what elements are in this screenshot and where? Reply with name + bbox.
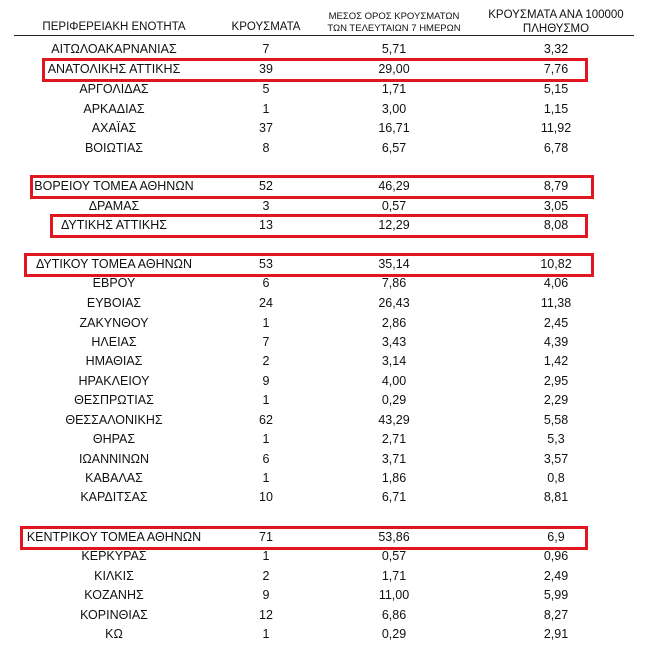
per-100k-cell: 5,99: [543, 588, 569, 602]
cases-cell: 2: [262, 354, 270, 368]
cases-cell: 39: [259, 62, 273, 76]
header-per-100k-line-2: ΠΛΗΘΥΣΜΟ: [522, 23, 590, 35]
region-cell: ΖΑΚΥΝΘΟΥ: [79, 316, 149, 330]
region-cell: ΚΑΒΑΛΑΣ: [85, 471, 143, 485]
per-100k-cell: 1,15: [543, 102, 569, 116]
per-100k-cell: 3,57: [543, 452, 569, 466]
avg-7-days-cell: 35,14: [378, 257, 410, 271]
avg-7-days-cell: 26,43: [378, 296, 410, 310]
region-cell: ΚΟΡΙΝΘΙΑΣ: [80, 608, 148, 622]
header-per-100k-line-1: ΚΡΟΥΣΜΑΤΑ ΑΝΑ 100000: [488, 9, 624, 21]
cases-cell: 1: [262, 102, 270, 116]
region-cell: ΗΜΑΘΙΑΣ: [85, 354, 143, 368]
cases-cell: 9: [262, 374, 270, 388]
avg-7-days-cell: 6,86: [381, 608, 407, 622]
table-row: [0, 333, 650, 352]
table-row: [0, 100, 650, 119]
avg-7-days-cell: 3,00: [381, 102, 407, 116]
table-row: [0, 255, 650, 274]
table-row: [0, 469, 650, 488]
avg-7-days-cell: 0,29: [381, 393, 407, 407]
avg-7-days-cell: 2,71: [381, 432, 407, 446]
region-cell: ΕΒΡΟΥ: [92, 276, 136, 290]
region-cell: ΑΡΚΑΔΙΑΣ: [83, 102, 145, 116]
table-row: [0, 314, 650, 333]
region-cell: ΑΧΑΪΑΣ: [91, 121, 137, 135]
per-100k-cell: 2,29: [543, 393, 569, 407]
avg-7-days-cell: 11,00: [378, 588, 410, 602]
cases-cell: 62: [259, 413, 273, 427]
table-row: [0, 139, 650, 158]
per-100k-cell: 7,76: [543, 62, 569, 76]
region-cell: ΕΥΒΟΙΑΣ: [86, 296, 142, 310]
cases-cell: 1: [262, 471, 270, 485]
avg-7-days-cell: 12,29: [378, 218, 410, 232]
avg-7-days-cell: 0,57: [381, 199, 407, 213]
per-100k-cell: 8,79: [543, 179, 569, 193]
cases-cell: 24: [259, 296, 273, 310]
region-cell: ΚΑΡΔΙΤΣΑΣ: [80, 490, 148, 504]
cases-cell: 10: [259, 490, 273, 504]
cases-cell: 12: [259, 608, 273, 622]
region-cell: ΒΟΙΩΤΙΑΣ: [84, 141, 144, 155]
region-cell: ΘΕΣΣΑΛΟΝΙΚΗΣ: [65, 413, 163, 427]
avg-7-days-cell: 3,43: [381, 335, 407, 349]
per-100k-cell: 5,58: [543, 413, 569, 427]
cases-cell: 6: [262, 452, 270, 466]
cases-cell: 13: [259, 218, 273, 232]
table-row: [0, 40, 650, 59]
cases-cell: 7: [262, 42, 270, 56]
table-row: [0, 586, 650, 605]
per-100k-cell: 6,78: [543, 141, 569, 155]
region-cell: ΗΛΕΙΑΣ: [91, 335, 137, 349]
avg-7-days-cell: 1,71: [381, 82, 407, 96]
per-100k-cell: 2,91: [543, 627, 569, 641]
header-avg-line-1: ΜΕΣΟΣ ΟΡΟΣ ΚΡΟΥΣΜΑΤΩΝ: [328, 11, 460, 22]
cases-cell: 52: [259, 179, 273, 193]
per-100k-cell: 4,39: [543, 335, 569, 349]
per-100k-cell: 10,82: [540, 257, 572, 271]
table-row: [0, 294, 650, 313]
avg-7-days-cell: 2,86: [381, 316, 407, 330]
header-cases: ΚΡΟΥΣΜΑΤΑ: [231, 21, 301, 33]
cases-cell: 7: [262, 335, 270, 349]
avg-7-days-cell: 0,57: [381, 549, 407, 563]
table-row: [0, 391, 650, 410]
region-cell: ΚΙΛΚΙΣ: [94, 569, 134, 583]
per-100k-cell: 4,06: [543, 276, 569, 290]
avg-7-days-cell: 29,00: [378, 62, 410, 76]
header-per-100k: [476, 8, 636, 36]
region-cell: ΘΗΡΑΣ: [92, 432, 136, 446]
per-100k-cell: 6,9: [547, 530, 565, 544]
table-row: [0, 274, 650, 293]
per-100k-cell: 3,32: [543, 42, 569, 56]
region-cell: ΚΟΖΑΝΗΣ: [84, 588, 144, 602]
region-cell: ΚΕΡΚΥΡΑΣ: [81, 549, 147, 563]
cases-cell: 37: [259, 121, 273, 135]
per-100k-cell: 11,38: [540, 296, 572, 310]
per-100k-cell: 5,3: [547, 432, 565, 446]
per-100k-cell: 0,96: [543, 549, 569, 563]
per-100k-cell: 1,42: [543, 354, 569, 368]
region-cell: ΘΕΣΠΡΩΤΙΑΣ: [74, 393, 154, 407]
avg-7-days-cell: 43,29: [378, 413, 410, 427]
per-100k-cell: 8,08: [543, 218, 569, 232]
table-row: [0, 430, 650, 449]
header-avg-7-days: [310, 11, 478, 35]
per-100k-cell: 11,92: [540, 121, 572, 135]
avg-7-days-cell: 6,71: [381, 490, 407, 504]
avg-7-days-cell: 53,86: [378, 530, 410, 544]
table-row: [0, 119, 650, 138]
header-avg-line-2: ΤΩΝ ΤΕΛΕΥΤΑΙΩΝ 7 ΗΜΕΡΩΝ: [327, 23, 461, 34]
cases-cell: 1: [262, 393, 270, 407]
avg-7-days-cell: 0,29: [381, 627, 407, 641]
region-cell: ΔΥΤΙΚΗΣ ΑΤΤΙΚΗΣ: [61, 218, 167, 232]
region-cell: ΒΟΡΕΙΟΥ ΤΟΜΕΑ ΑΘΗΝΩΝ: [34, 179, 194, 193]
per-100k-cell: 2,95: [543, 374, 569, 388]
avg-7-days-cell: 7,86: [381, 276, 407, 290]
table-row: [0, 216, 650, 235]
cases-cell: 3: [262, 199, 270, 213]
per-100k-cell: 3,05: [543, 199, 569, 213]
avg-7-days-cell: 1,86: [381, 471, 407, 485]
table-row: [0, 625, 650, 644]
avg-7-days-cell: 16,71: [378, 121, 410, 135]
table-row: [0, 547, 650, 566]
avg-7-days-cell: 4,00: [381, 374, 407, 388]
table-row: [0, 60, 650, 79]
avg-7-days-cell: 3,14: [381, 354, 407, 368]
table-row: [0, 372, 650, 391]
table-row: [0, 80, 650, 99]
cases-cell: 71: [259, 530, 273, 544]
header-region: ΠΕΡΙΦΕΡΕΙΑΚΗ ΕΝΟΤΗΤΑ: [42, 21, 186, 33]
avg-7-days-cell: 46,29: [378, 179, 410, 193]
table-row: [0, 197, 650, 216]
table-row: [0, 177, 650, 196]
table-row: [0, 606, 650, 625]
region-cell: ΗΡΑΚΛΕΙΟΥ: [78, 374, 150, 388]
region-cell: ΑΡΓΟΛΙΔΑΣ: [79, 82, 149, 96]
region-cell: ΚΩ: [105, 627, 123, 641]
cases-cell: 8: [262, 141, 270, 155]
region-cell: ΚΕΝΤΡΙΚΟΥ ΤΟΜΕΑ ΑΘΗΝΩΝ: [26, 530, 202, 544]
per-100k-cell: 5,15: [543, 82, 569, 96]
cases-cell: 2: [262, 569, 270, 583]
table-row: [0, 567, 650, 586]
per-100k-cell: 8,27: [543, 608, 569, 622]
table-row: [0, 352, 650, 371]
header-divider: [14, 35, 634, 36]
cases-cell: 1: [262, 432, 270, 446]
per-100k-cell: 0,8: [547, 471, 565, 485]
region-cell: ΔΡΑΜΑΣ: [88, 199, 140, 213]
table-row: [0, 450, 650, 469]
per-100k-cell: 2,49: [543, 569, 569, 583]
table-row: [0, 528, 650, 547]
region-cell: ΙΩΑΝΝΙΝΩΝ: [78, 452, 150, 466]
cases-cell: 1: [262, 549, 270, 563]
cases-cell: 6: [262, 276, 270, 290]
cases-cell: 1: [262, 316, 270, 330]
region-cell: ΑΙΤΩΛΟΑΚΑΡΝΑΝΙΑΣ: [51, 42, 177, 56]
per-100k-cell: 2,45: [543, 316, 569, 330]
avg-7-days-cell: 1,71: [381, 569, 407, 583]
table-row: [0, 488, 650, 507]
cases-cell: 1: [262, 627, 270, 641]
avg-7-days-cell: 6,57: [381, 141, 407, 155]
per-100k-cell: 8,81: [543, 490, 569, 504]
avg-7-days-cell: 3,71: [381, 452, 407, 466]
table-row: [0, 411, 650, 430]
cases-cell: 9: [262, 588, 270, 602]
region-cell: ΔΥΤΙΚΟΥ ΤΟΜΕΑ ΑΘΗΝΩΝ: [35, 257, 193, 271]
cases-cell: 5: [262, 82, 270, 96]
avg-7-days-cell: 5,71: [381, 42, 407, 56]
cases-cell: 53: [259, 257, 273, 271]
region-cell: ΑΝΑΤΟΛΙΚΗΣ ΑΤΤΙΚΗΣ: [47, 62, 181, 76]
